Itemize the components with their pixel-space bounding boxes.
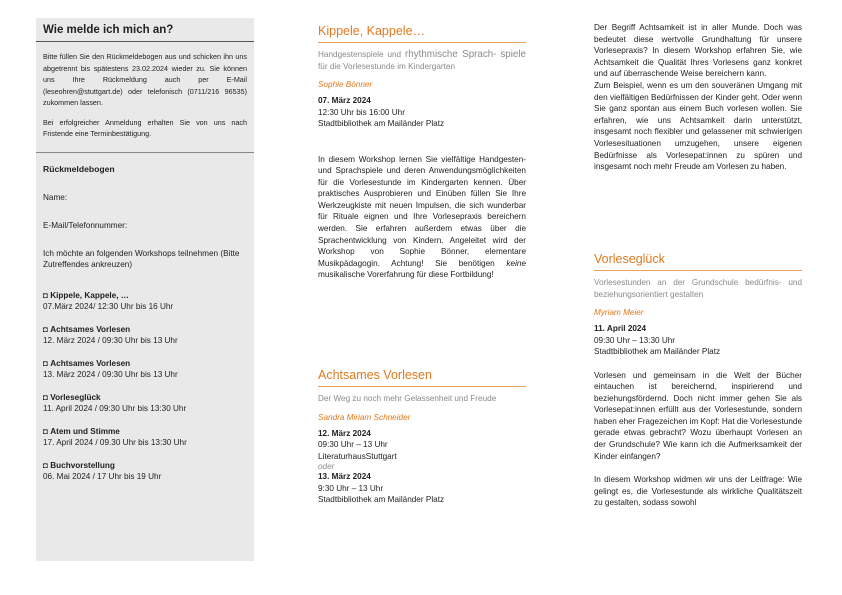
- achtsam-place-2: Stadtbibliothek am Mailänder Platz: [318, 495, 445, 504]
- checkbox-icon[interactable]: ◘: [43, 427, 48, 436]
- checkbox-icon[interactable]: ◘: [43, 291, 48, 300]
- glueck-description-2: In diesem Workshop widmen wir uns der Leitfrage: Wie gelingt es, die Vorlesestunde als wirkliche Qualitätszeit zu gestalten, sodass sowohl: [594, 475, 802, 508]
- checkbox-icon[interactable]: ◘: [43, 461, 48, 470]
- form-title: Rückmeldebogen: [43, 164, 115, 174]
- workshop-option[interactable]: ◘ Achtsames Vorlesen 12. März 2024 / 09:30 Uhr bis 13 Uhr: [43, 325, 178, 345]
- achtsam-date-1: 12. März 2024: [318, 428, 371, 438]
- achtsam-time-1: 09:30 Uhr – 13 Uhr: [318, 440, 388, 449]
- registration-heading: Wie melde ich mich an?: [43, 24, 174, 36]
- kippele-subtitle: Handgestenspiele und rhythmische Sprach- spiele für die Vorlesestunde im Kindergarten: [318, 49, 526, 71]
- achtsam-title: Achtsames Vorlesen: [318, 368, 432, 382]
- glueck-description: Vorlesen und gemeinsam in die Welt der Bücher eintauchen ist bereichernd, inspirierend und beziehungsfördernd. Doch nicht immer gehen Sie als Vorlesepat:innen erfüllt aus der Vorlesestunde, sondern haben eher Fragezeichen im Kopf: Hat die Vorlesestunde gerade etwas gebracht? Wozu überhaupt Vorlesen an der Grundschule? Wie kann ich die Aufmerksamkeit der Kinder einfangen?: [594, 370, 803, 461]
- divider: [318, 386, 526, 387]
- divider: [36, 41, 254, 42]
- kippele-date: 07. März 2024: [318, 96, 371, 105]
- workshop-option[interactable]: ◘ Atem und Stimme 17. April 2024 / 09.30 Uhr bis 13:30 Uhr: [43, 427, 187, 447]
- workshop-option[interactable]: ◘ Buchvorstellung 06. Mai 2024 / 17 Uhr bis 19 Uhr: [43, 461, 162, 481]
- kippele-author: Sophie Bönner: [318, 80, 373, 89]
- confirmation-note: Bei erfolgreicher Anmeldung erhalten Sie von uns nach Fristende eine Terminbestätigung.: [43, 117, 247, 138]
- email-phone-field[interactable]: E-Mail/Telefonnummer:: [43, 221, 128, 230]
- glueck-time: 09:30 Uhr – 13:30 Uhr: [594, 335, 676, 345]
- kippele-section: [318, 24, 526, 281]
- divider: [36, 152, 254, 153]
- checkbox-icon[interactable]: ◘: [43, 393, 48, 402]
- achtsam-section: [318, 368, 526, 506]
- achtsam-subtitle: Der Weg zu noch mehr Gelassenheit und Freude: [318, 394, 497, 403]
- achtsam-date-2: 13. März 2024: [318, 472, 371, 481]
- achtsam-time-2: 9:30 Uhr – 13 Uhr: [318, 483, 384, 493]
- or-text: oder: [318, 462, 335, 471]
- workshop-option[interactable]: ◘ Achtsames Vorlesen 13. März 2024 / 09:30 Uhr bis 13 Uhr: [43, 359, 178, 379]
- glueck-place: Stadtbibliothek am Mailänder Platz: [594, 347, 721, 356]
- kippele-place: Stadtbibliothek am Mailänder Platz: [318, 119, 445, 128]
- glueck-title: Vorleseglück: [594, 252, 665, 266]
- checkbox-icon[interactable]: ◘: [43, 359, 48, 368]
- achtsam-description: Der Begriff Achtsamkeit ist in aller Munde. Doch was bedeutet diese wertvolle Grundhaltung für unsere Vorlesepraxis? In diesem Workshop erfahren Sie, wie Achtsamkeit die Qualität Ihres Vorlesens ganz konkret und auf überraschende Weise bereichern kann. Zum Beispiel, wenn es um den souveränen Umgang mit den vielfältigen Bedürfnissen der Kinder geht. Oder wenn Sie ganz spontan aus einem Buch vorlesen wollen. Sie erfahren, wie uns Achtsamkeit darin unterstützt, insgesamt noch flexibler und gelassener mit schwierigen Vorlesesituationen umzugehen, unsere eigenen Bedürfnisse als Vorlesepat:innen zu spüren und insgesamt noch mehr Freude am Vorlesen zu haben.: [594, 23, 802, 172]
- workshop-option[interactable]: ◘ Vorleseglück 11. April 2024 / 09:30 Uhr bis 13:30 Uhr: [43, 393, 187, 413]
- registration-intro: Bitte füllen Sie den Rückmeldebogen aus und schicken ihn uns abgetrennt bis spätestens 23.02.2024 wieder zu. Sie können uns Ihre Rückmeldung auch per E-Mail (leseohren@stuttgart.de) oder telefonisch (0711/216 96535) zukommen lassen.: [43, 52, 247, 107]
- kippele-time: 12:30 Uhr bis 16:00 Uhr: [318, 107, 405, 117]
- achtsam-place-1: LiteraturhausStuttgart: [318, 451, 397, 461]
- achtsam-author: Sandra Miriam Schneider: [318, 412, 411, 422]
- glueck-section: [594, 252, 802, 509]
- name-field[interactable]: Name:: [43, 193, 68, 202]
- kippele-title: Kippele, Kappele…: [318, 24, 426, 38]
- registration-panel: [36, 18, 254, 561]
- glueck-subtitle: Vorlesestunden an der Grundschule bedürfnis- und beziehungsorientiert gestalten: [594, 278, 802, 299]
- workshop-option-list: [43, 290, 247, 482]
- glueck-author: Myriam Meier: [594, 308, 644, 317]
- kippele-description: In diesem Workshop lernen Sie vielfältige Handgesten- und Sprachspiele und deren Anwendungsmöglichkeiten für die Vorlesestunde im Kindergarten kennen. Über praktisches Ausprobieren und Einüben füllen Sie Ihre Werkzeugkiste mit neuen Impulsen, die sich wunderbar für Rituale eignen und Ihre Vorlesepraxis bereichern werden. Sie erfahren außerdem etwas über die Sprachentwicklung von Kindern. Angeleitet wird der Workshop von Sophie Bönner, elementare Musikpädagogin. Achtung! Sie benötigen keine musikalische Vorerfahrung für diese Fortbildung!: [318, 154, 526, 280]
- workshop-option[interactable]: ◘ Kippele, Kappele, … 07.März 2024/ 12:30 Uhr bis 16 Uhr: [43, 291, 174, 311]
- workshop-choice-instructions: Ich möchte an folgenden Workshops teilnehmen (Bitte Zutreffendes ankreuzen): [43, 249, 240, 269]
- glueck-date: 11. April 2024: [594, 324, 647, 333]
- divider: [594, 270, 802, 271]
- divider: [318, 42, 526, 43]
- checkbox-icon[interactable]: ◘: [43, 325, 48, 334]
